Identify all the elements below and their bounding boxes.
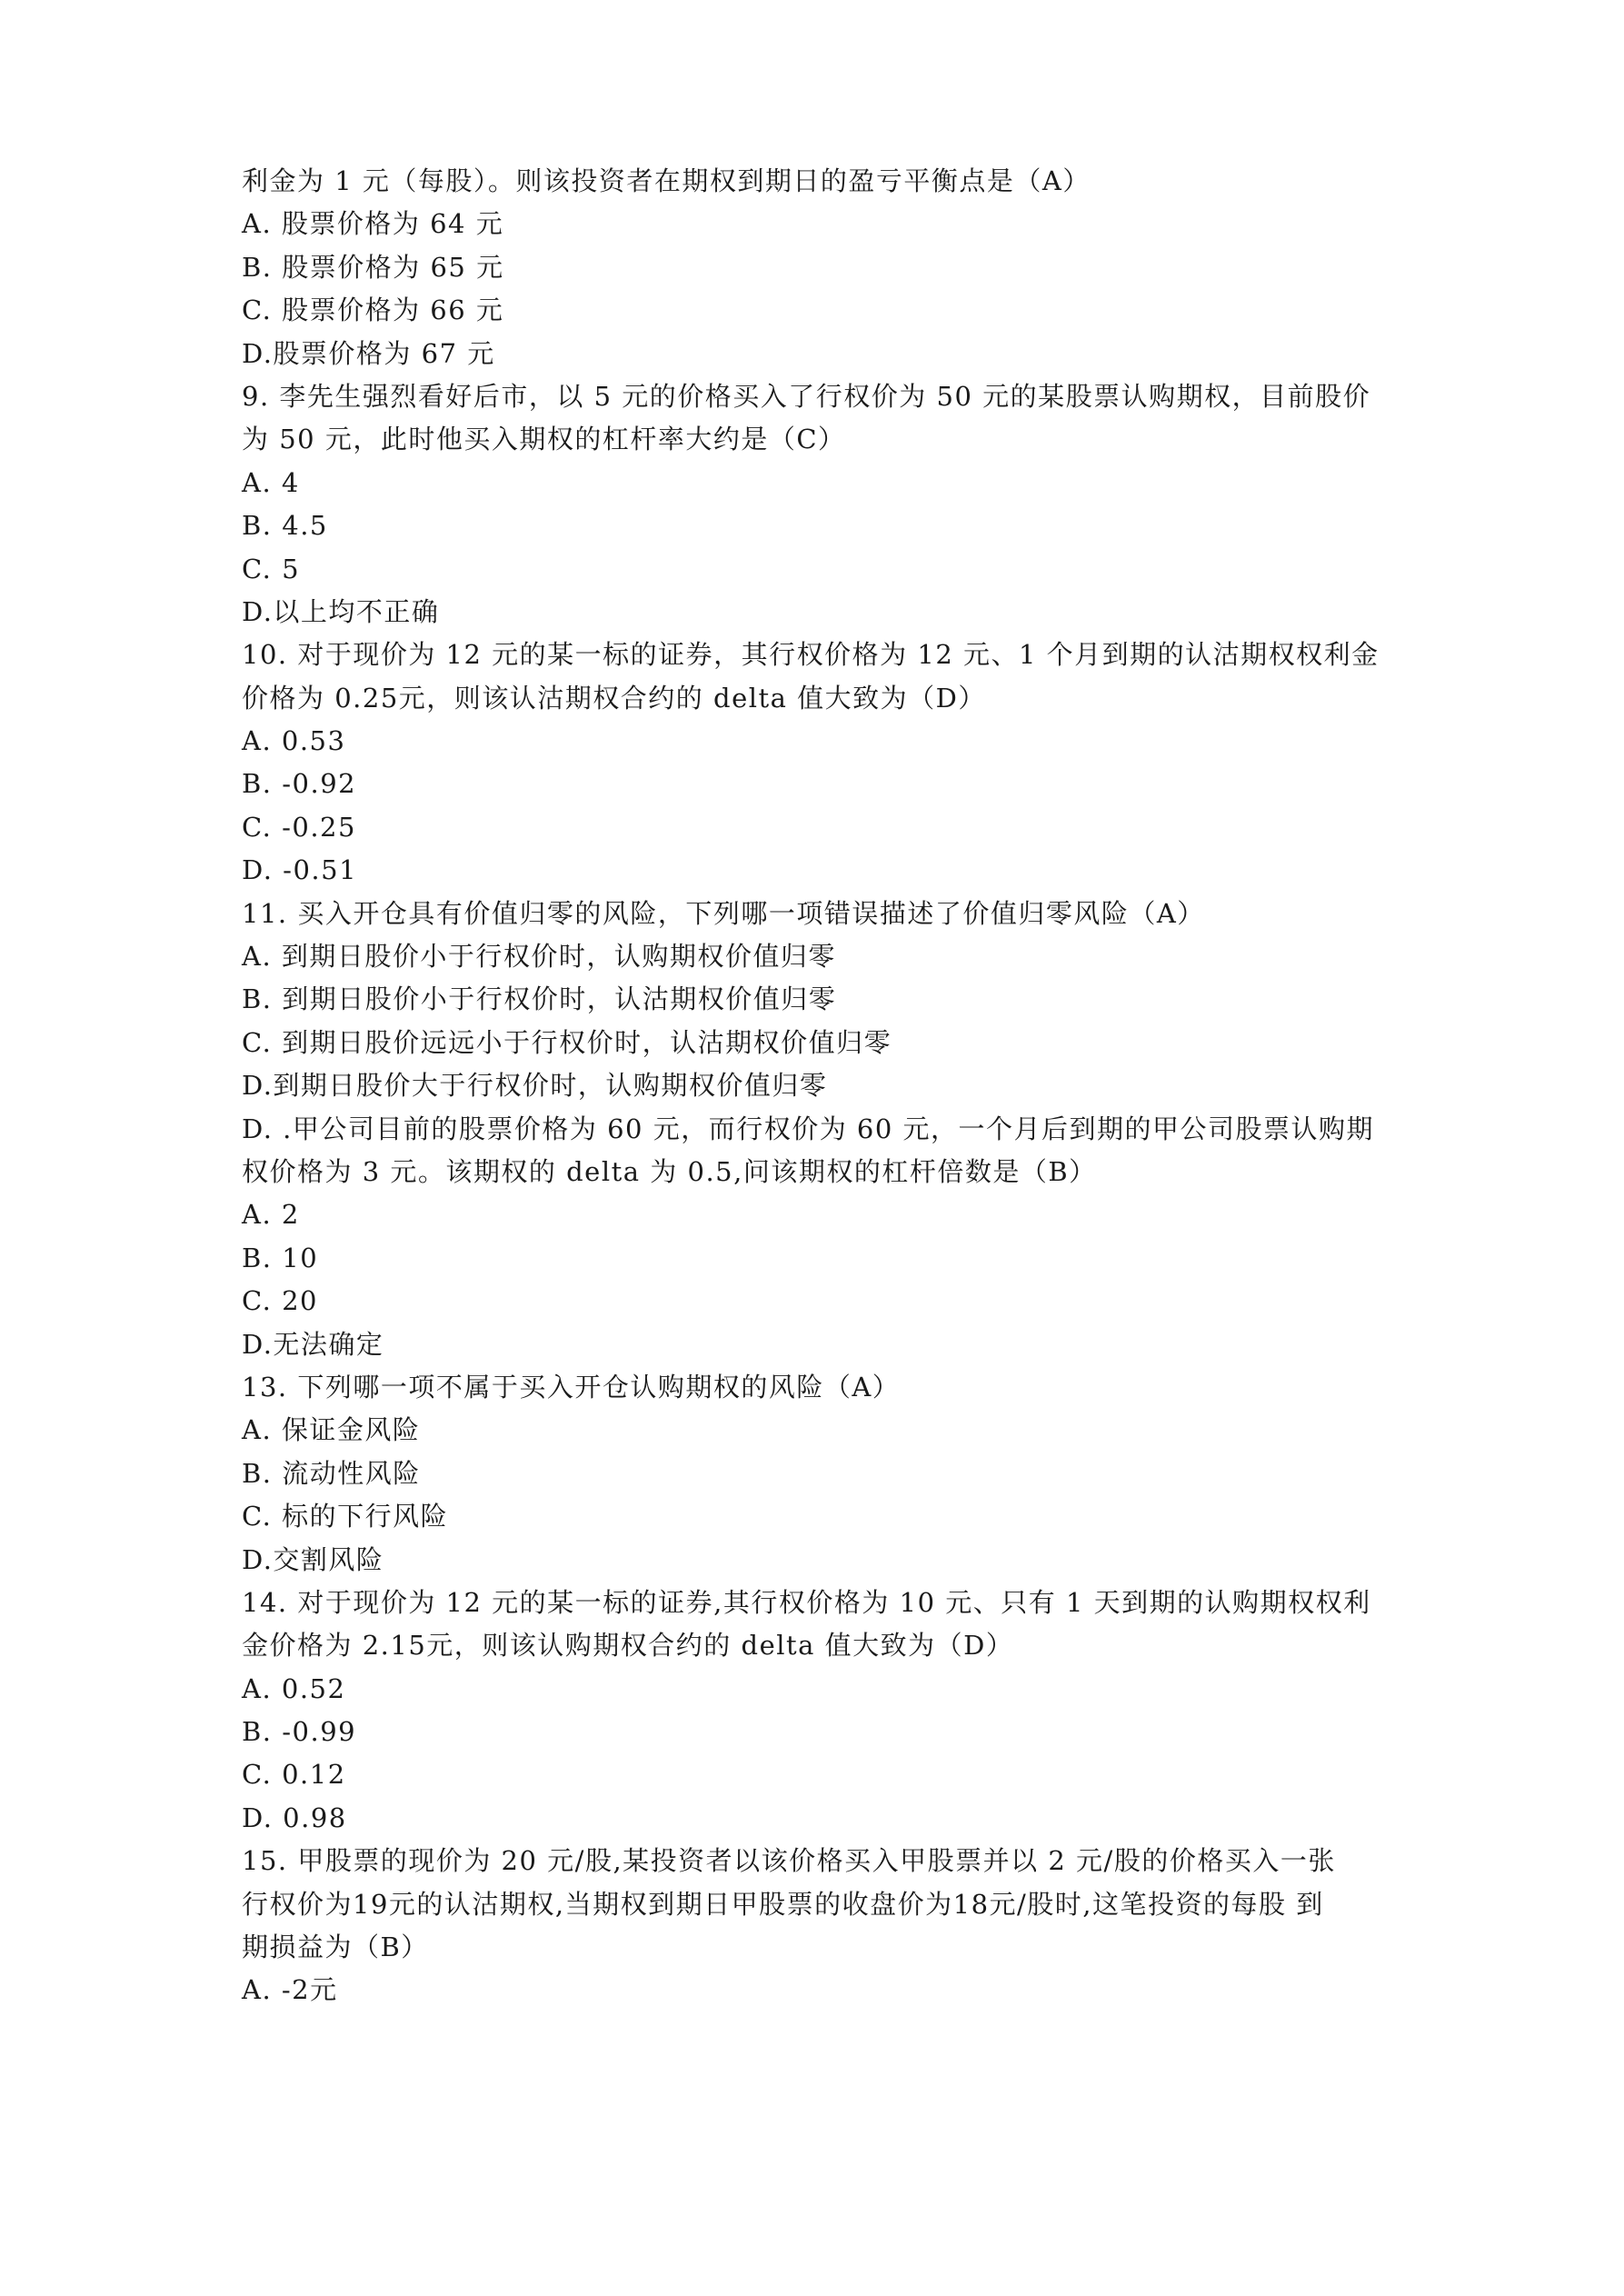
text-line: C. 20	[242, 1285, 318, 1317]
text-line: D.以上均不正确	[242, 595, 440, 627]
text-line: 15. 甲股票的现价为 20 元/股,某投资者以该价格买入甲股票并以 2 元/股的价格买入一张	[242, 1845, 1336, 1877]
text-line: A. 保证金风险	[242, 1414, 421, 1446]
text-line: B. 4.5	[242, 510, 328, 542]
document-page	[242, 160, 1410, 2012]
text-line: 9. 李先生强烈看好后市，以 5 元的价格买入了行权价为 50 元的某股票认购期权，目前股价	[242, 380, 1371, 412]
text-line: 权价格为 3 元。该期权的 delta 为 0.5,问该期权的杠杆倍数是（B）	[242, 1155, 1097, 1187]
text-line: 价格为 0.25元，则该认沽期权合约的 delta 值大致为（D）	[242, 682, 986, 714]
text-line: 利金为 1 元（每股）。则该投资者在期权到期日的盈亏平衡点是（A）	[242, 165, 1091, 196]
text-line: D.无法确定	[242, 1328, 384, 1360]
text-line: D.股票价格为 67 元	[242, 337, 495, 369]
text-line: A. 到期日股价小于行权价时，认购期权价值归零	[242, 941, 836, 973]
text-line: A. 0.52	[242, 1672, 346, 1704]
text-line: A. 4	[242, 466, 300, 498]
text-line: B. 流动性风险	[242, 1457, 421, 1489]
text-line: C. -0.25	[242, 811, 356, 843]
text-line: D. -0.51	[242, 854, 358, 886]
text-line: B. -0.99	[242, 1716, 357, 1748]
text-line: D.交割风险	[242, 1543, 384, 1575]
text-line: A. 0.53	[242, 725, 346, 757]
text-line: A. -2元	[242, 1974, 338, 2006]
text-line: B. 股票价格为 65 元	[242, 251, 504, 283]
text-line: D. 0.98	[242, 1802, 347, 1833]
text-line: 为 50 元，此时他买入期权的杠杆率大约是（C）	[242, 424, 846, 455]
text-line: C. 5	[242, 553, 301, 584]
text-line: 金价格为 2.15元，则该认购期权合约的 delta 值大致为（D）	[242, 1630, 1014, 1662]
text-line: D.到期日股价大于行权价时，认购期权价值归零	[242, 1070, 828, 1102]
text-line: B. -0.92	[242, 768, 357, 800]
text-line: C. 股票价格为 66 元	[242, 294, 504, 326]
text-line: C. 0.12	[242, 1759, 346, 1791]
text-line: B. 10	[242, 1242, 319, 1273]
text-line: 13. 下列哪一项不属于买入开仓认购期权的风险（A）	[242, 1371, 901, 1403]
text-line: C. 到期日股价远远小于行权价时，认沽期权价值归零	[242, 1026, 892, 1058]
text-line: 行权价为19元的认沽期权,当期权到期日甲股票的收盘价为18元/股时,这笔投资的每股 到	[242, 1888, 1324, 1920]
text-line: A. 2	[242, 1199, 300, 1231]
text-line: D. .甲公司目前的股票价格为 60 元，而行权价为 60 元，一个月后到期的甲公司股票认购期	[242, 1113, 1375, 1144]
text-line: C. 标的下行风险	[242, 1501, 449, 1532]
text-line: 10. 对于现价为 12 元的某一标的证券，其行权价格为 12 元、1 个月到期的认沽期权权利金	[242, 639, 1380, 671]
text-line: B. 到期日股价小于行权价时，认沽期权价值归零	[242, 983, 837, 1015]
text-line: A. 股票价格为 64 元	[242, 208, 504, 240]
text-line: 11. 买入开仓具有价值归零的风险，下列哪一项错误描述了价值归零风险（A）	[242, 897, 1205, 929]
text-line: 期损益为（B）	[242, 1932, 429, 1963]
text-line: 14. 对于现价为 12 元的某一标的证券,其行权价格为 10 元、只有 1 天到期的认购期权权利	[242, 1586, 1371, 1618]
